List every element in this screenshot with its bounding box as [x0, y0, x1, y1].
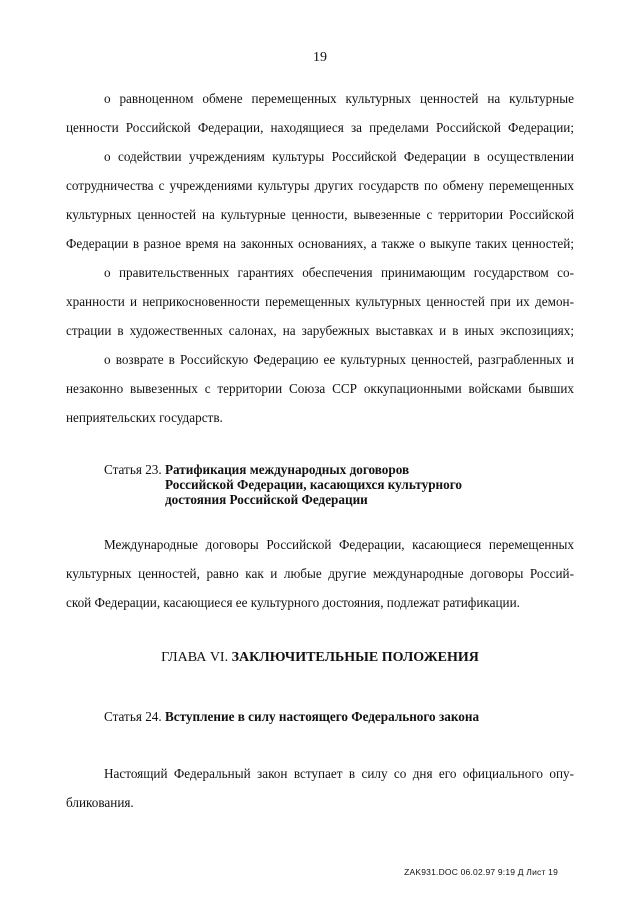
- chapter-heading: [0, 650, 640, 666]
- text-line: Настоящий Федеральный закон вступает в силу со дня его официального опу-: [104, 766, 574, 781]
- article-24-label: Статья 24.: [104, 709, 162, 724]
- chapter-title: ЗАКЛЮЧИТЕЛЬНЫЕ ПОЛОЖЕНИЯ: [231, 650, 479, 665]
- text-line: неприятельских государств.: [66, 410, 223, 425]
- page-number: 19: [313, 50, 327, 65]
- article-24-title: Вступление в силу настоящего Федерального закона: [164, 709, 480, 724]
- text-line: ской Федерации, касающиеся ее культурного достояния, подлежат ратификации.: [66, 595, 520, 610]
- article-23-title: Ратификация международных договоров: [164, 462, 410, 477]
- text-line: страции в художественных салонах, на зарубежных выставках и в иных экспозициях;: [66, 323, 574, 338]
- article-24-heading: [104, 709, 479, 724]
- article-23-label: Статья 23.: [104, 462, 162, 477]
- text-line: незаконно вывезенных с территории Союза ССР оккупационными войсками бывших: [66, 381, 574, 396]
- article-23-text: [66, 530, 574, 617]
- article-23-title-cont: Российской Федерации, касающихся культурного: [165, 477, 462, 492]
- section-1-text: [66, 84, 574, 432]
- article-23-title-cont: достояния Российской Федерации: [165, 492, 368, 507]
- text-line: о равноценном обмене перемещенных культурных ценностей на культурные: [104, 91, 574, 106]
- text-line: культурных ценностей, равно как и любые другие международные договоры Россий-: [66, 566, 574, 581]
- text-line: Международные договоры Российской Федерации, касающиеся перемещенных: [104, 537, 574, 552]
- article-24-text: [66, 759, 574, 817]
- text-line: Федерации в разное время на законных основаниях, а также о выкупе таких ценностей;: [66, 236, 574, 251]
- text-line: хранности и неприкосновенности перемещенных культурных ценностей при их демон-: [66, 294, 574, 309]
- text-line: бликования.: [66, 795, 134, 810]
- text-line: сотрудничества с учреждениями культуры других государств по обмену перемещенных: [66, 178, 574, 193]
- article-23-heading: [104, 462, 462, 507]
- text-line: о содействии учреждениям культуры Российской Федерации в осуществлении: [104, 149, 574, 164]
- text-line: о правительственных гарантиях обеспечения принимающим государством со-: [104, 265, 574, 280]
- document-footer: ZAK931.DOC 06.02.97 9:19 Д Лист 19: [404, 867, 558, 877]
- text-line: культурных ценностей на культурные ценности, вывезенные с территории Российской: [66, 207, 574, 222]
- chapter-label: ГЛАВА VI.: [161, 650, 229, 665]
- text-line: о возврате в Российскую Федерацию ее культурных ценностей, разграбленных и: [104, 352, 574, 367]
- text-line: ценности Российской Федерации, находящиеся за пределами Российской Федерации;: [66, 120, 574, 135]
